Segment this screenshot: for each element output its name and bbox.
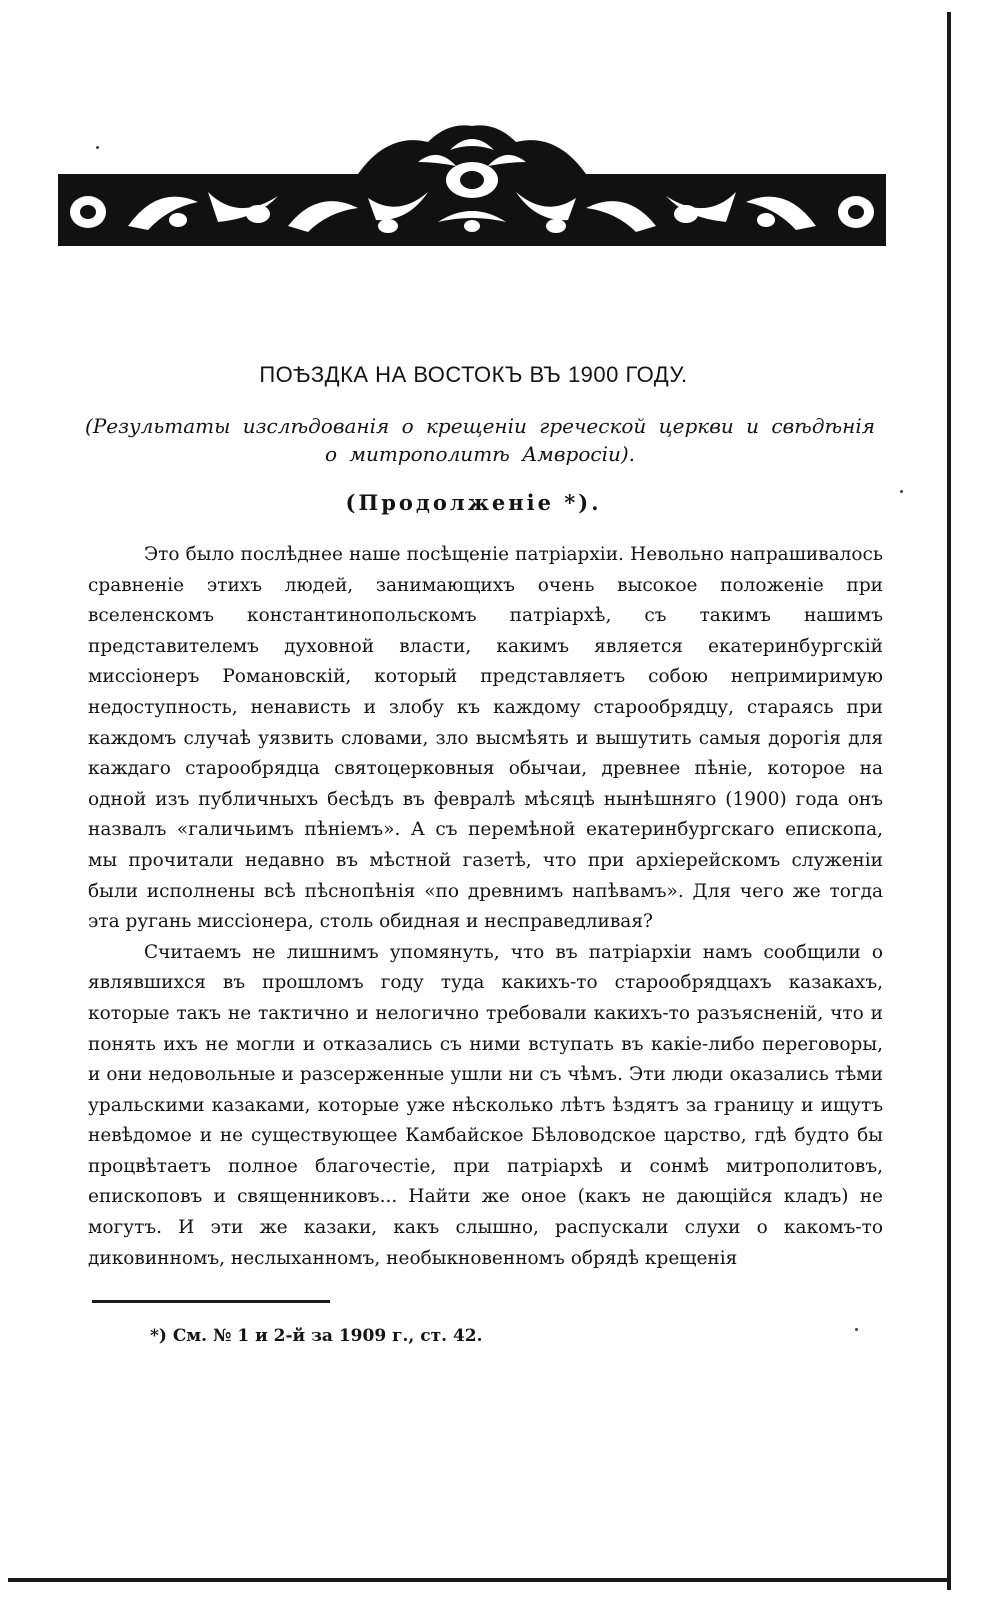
paragraph: Считаемъ не лишнимъ упомянуть, что въ патріархіи намъ сообщили о являвшихся въ прошломъ году туда какихъ-то старообрядцахъ казакахъ, которые такъ не тактично и нелогично требовали какихъ-то разъясненій, что и понять ихъ не могли и отказались съ ними вступать въ какіе-либо переговоры, и они недовольные и разсерженные ушли ни съ чѣмъ. Эти люди оказались тѣми уральскими казаками, которые уже нѣсколько лѣтъ ѣздятъ за границу и ищутъ невѣдомое и не существующее Камбайское Бѣловодское царство, гдѣ будто бы процвѣтаетъ полное благочестіе, при патріархѣ и сонмѣ митрополитовъ, епископовъ и священниковъ... Найти же оное (какъ не дающійся кладъ) не могутъ. И эти же казаки, какъ слышно, распускали слухи о какомъ-то диковинномъ, неслыханномъ, необыкновенномъ обрядѣ крещенія [88,941,883,1269]
article-body [88,540,883,1274]
article-subtitle: (Результаты изслѣдованія о крещеніи греческой церкви и свѣдѣнія о митрополитѣ Амвросіи). [85,414,875,466]
footnote: *) См. № 1 и 2-й за 1909 г., ст. 42. [150,1326,483,1346]
page-border-bottom [8,1578,951,1582]
scan-speck [900,490,903,493]
footnote-rule [92,1300,330,1303]
scan-speck [96,146,99,149]
scan-speck [855,1328,858,1331]
continuation-note: (Продолженіе *). [345,490,602,515]
headpiece-ornament [58,122,886,254]
page-border-right [947,12,951,1590]
paragraph: Это было послѣднее наше посѣщеніе патріархіи. Невольно напрашивалось сравненіе этихъ людей, занимающихъ очень высокое положеніе при вселенскомъ константинопольскомъ патріархѣ, съ такимъ нашимъ представителемъ духовной власти, какимъ является екатеринбургскій миссіонеръ Романовскій, который представляетъ собою непримиримую недоступность, ненависть и злобу къ каждому старообрядцу, стараясь при каждомъ случаѣ уязвить словами, зло высмѣять и вышутить самыя дорогія для каждаго старообрядца святоцерковныя обычаи, древнее пѣніе, которое на одной изъ публичныхъ бесѣдъ въ февралѣ мѣсяцѣ нынѣшняго (1900) года онъ назвалъ «галичьимъ пѣніемъ». А съ перемѣной екатеринбургскаго епископа, мы прочитали недавно въ мѣстной газетѣ, что при архіерейскомъ служеніи были исполнены всѣ пѣснопѣнія «по древнимъ напѣвамъ». Для чего же тогда эта ругань миссіонера, столь обидная и несправедливая? [88,544,883,933]
article-title: ПОѢЗДКА НА ВОСТОКЪ ВЪ 1900 ГОДУ. [259,362,688,387]
